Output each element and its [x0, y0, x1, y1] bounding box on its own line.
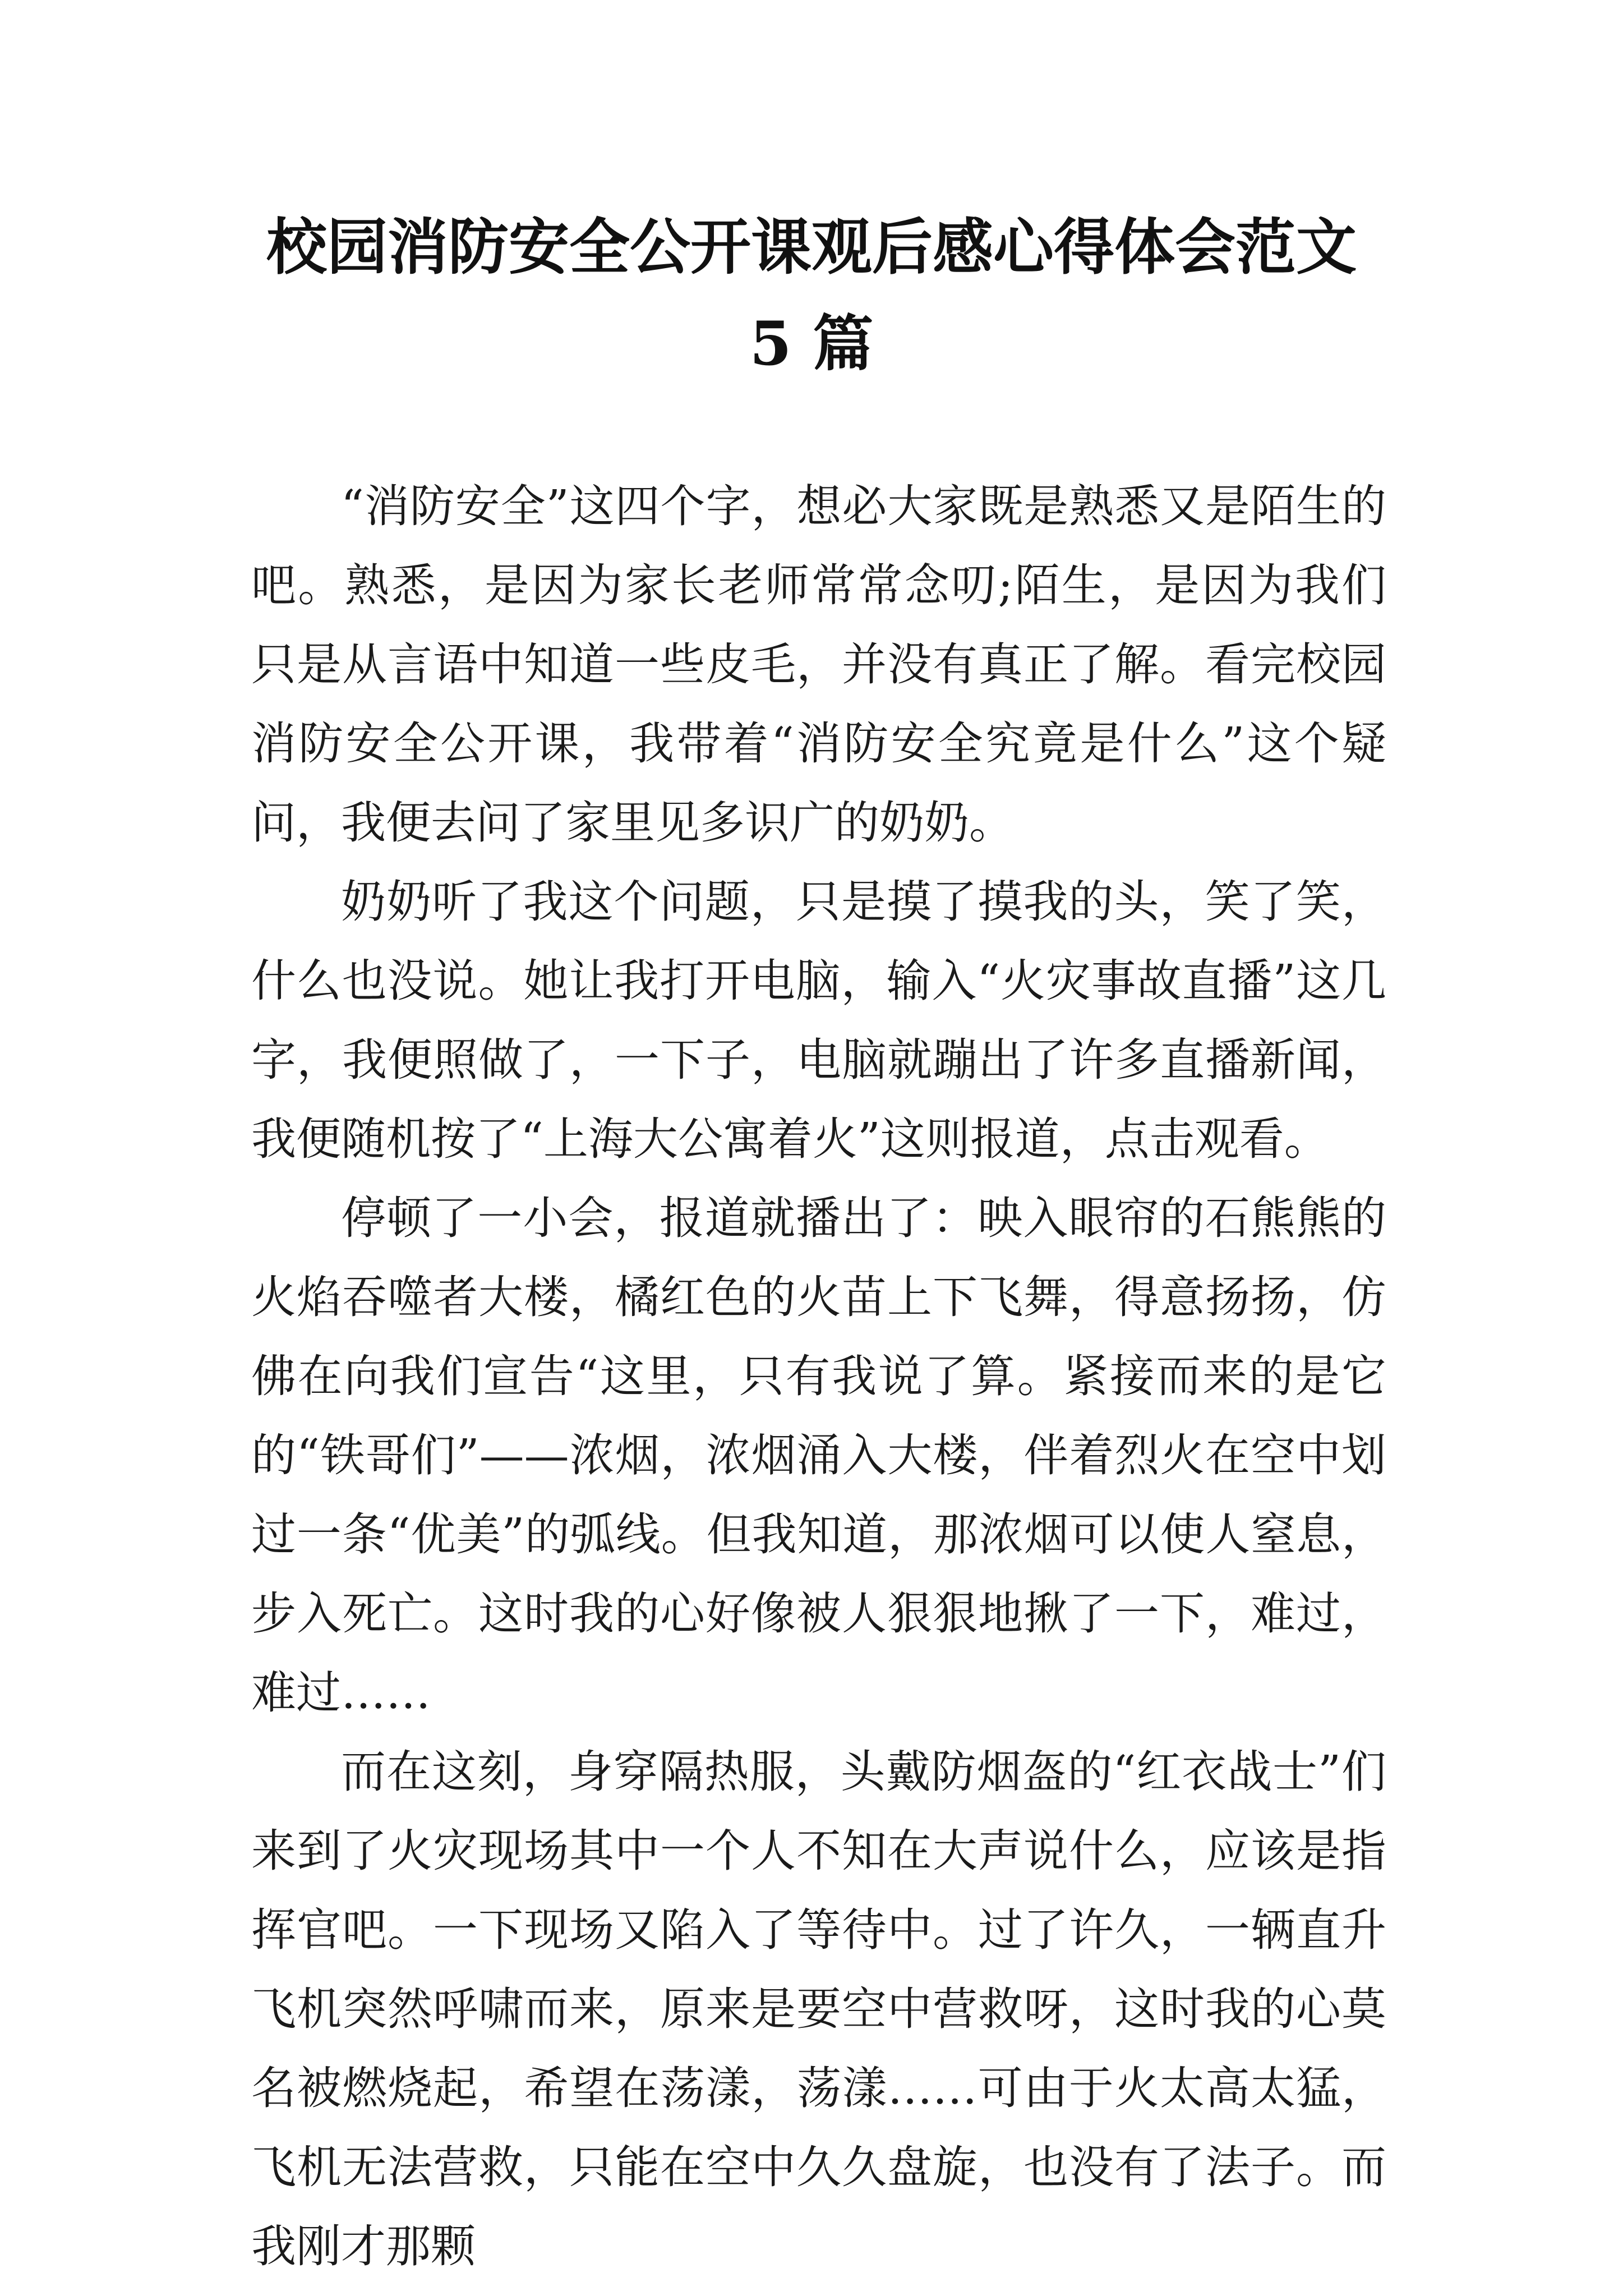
title-line-1: 校园消防安全公开课观后感心得体会范文: [266, 212, 1357, 283]
paragraph-1: “消防安全”这四个字，想必大家既是熟悉又是陌生的吧。熟悉，是因为家长老师常常念叨;陌生，是因为我们只是从言语中知道一些皮毛，并没有真正了解。看完校园消防安全公开课，我带着“消防安全究竟是什么”这个疑问，我便去问了家里见多识广的奶奶。: [251, 480, 1386, 849]
paragraph-3: 停顿了一小会，报道就播出了：映入眼帘的石熊熊的火焰吞噬者大楼，橘红色的火苗上下飞舞，得意扬扬，仿佛在向我们宣告“这里，只有我说了算。紧接而来的是它的“铁哥们”——浓烟，浓烟涌入大楼，伴着烈火在空中划过一条“优美”的弧线。但我知道，那浓烟可以使人窒息，步入死亡。这时我的心好像被人狠狠地揪了一下，难过，难过……: [251, 1192, 1386, 1719]
paragraph-2: 奶奶听了我这个问题，只是摸了摸我的头，笑了笑，什么也没说。她让我打开电脑，输入“火灾事故直播”这几字，我便照做了，一下子，电脑就蹦出了许多直播新闻，我便随机按了“上海大公寓着火”这则报道，点击观看。: [251, 876, 1386, 1165]
document-body: [251, 467, 1386, 2286]
title-line-2: 5 篇: [749, 309, 874, 379]
paragraph-4: 而在这刻，身穿隔热服，头戴防烟盔的“红衣战士”们来到了火灾现场其中一个人不知在大声说什么，应该是指挥官吧。一下现场又陷入了等待中。过了许久，一辆直升飞机突然呼啸而来，原来是要空中营救呀，这时我的心莫名被燃烧起，希望在荡漾，荡漾……可由于火太高太猛，飞机无法营救，只能在空中久久盘旋，也没有了法子。而我刚才那颗: [251, 1746, 1386, 2272]
document-title: [0, 199, 1623, 392]
